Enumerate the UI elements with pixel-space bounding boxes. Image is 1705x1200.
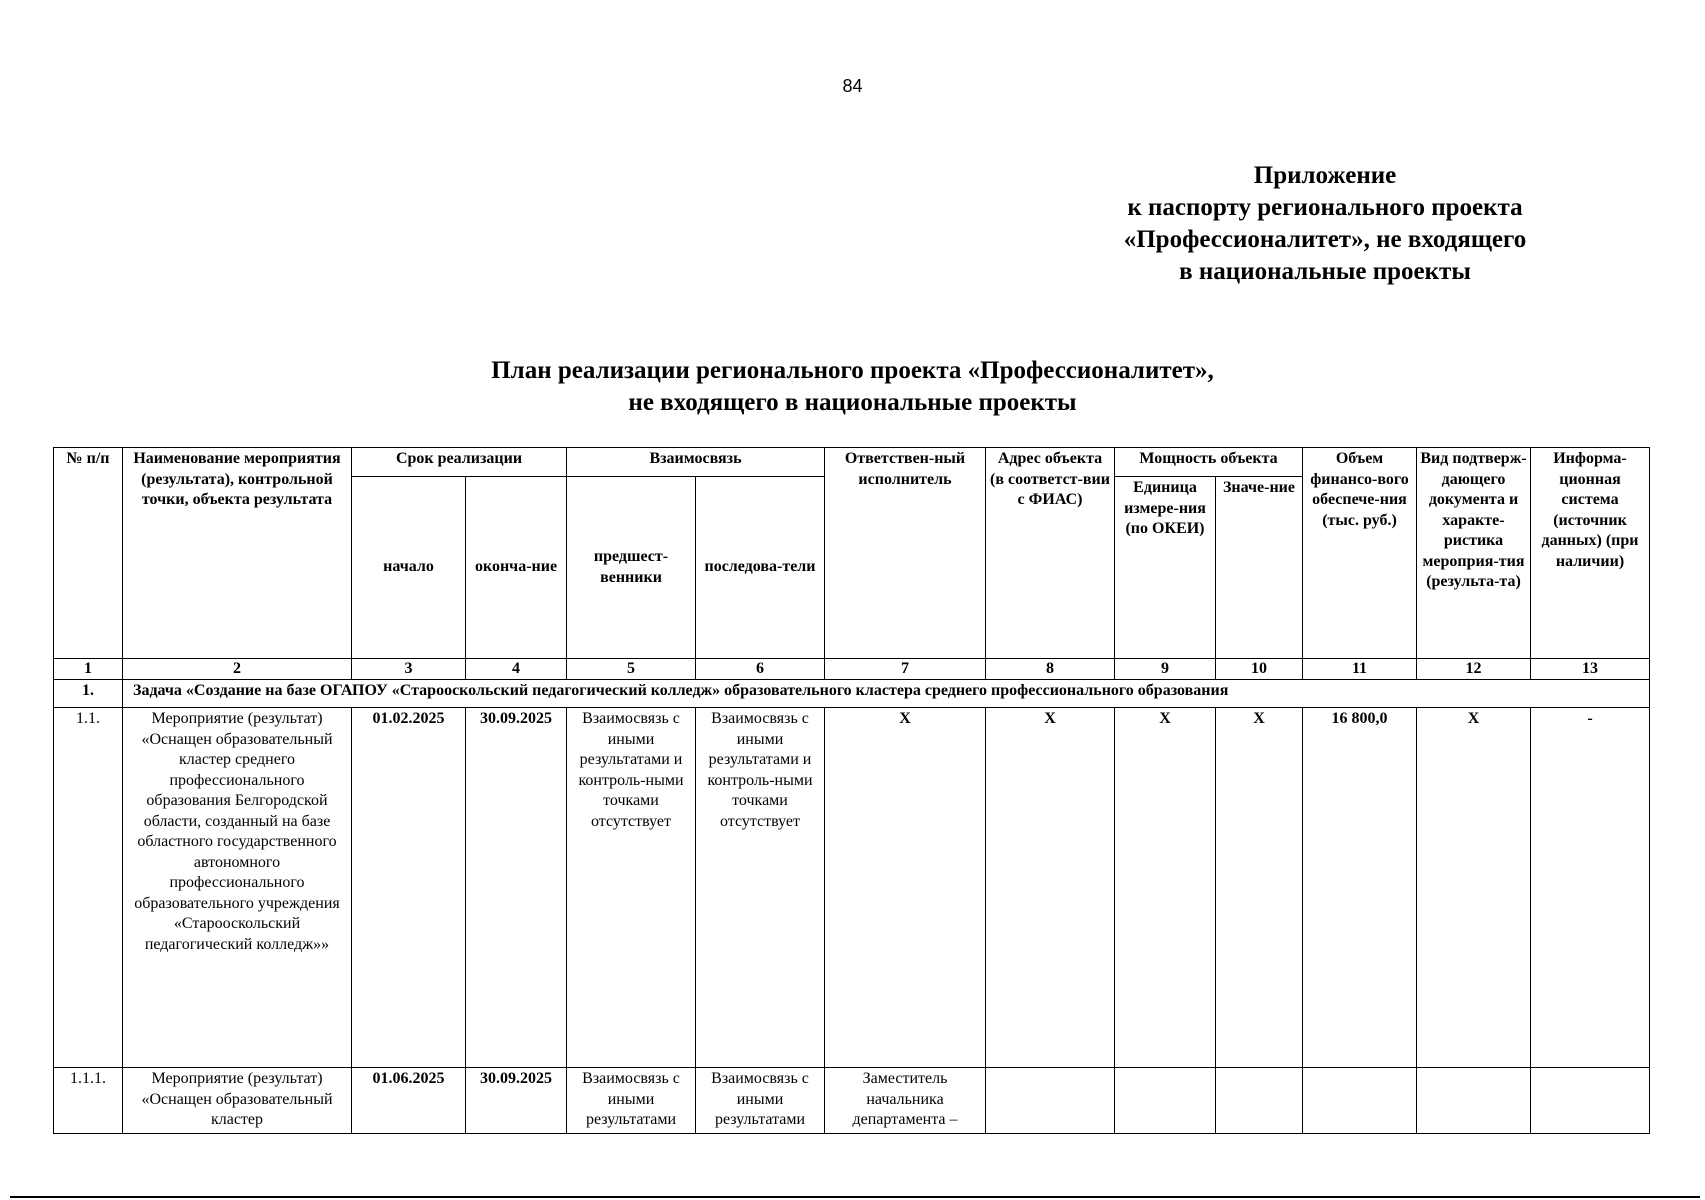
column-number: 4 — [466, 659, 567, 680]
column-number: 8 — [986, 659, 1115, 680]
page-bottom-border — [10, 1196, 1700, 1198]
column-number: 9 — [1115, 659, 1216, 680]
column-number: 11 — [1303, 659, 1417, 680]
header-address: Адрес объекта (в соответст-вии с ФИАС) — [986, 448, 1115, 659]
column-number-row — [54, 659, 1650, 680]
header-doc-type: Вид подтверж-дающего документа и характе-ристика мероприя-тия (результа-та) — [1417, 448, 1531, 659]
page-number: 84 — [842, 76, 863, 96]
appendix-heading — [1090, 160, 1560, 288]
header-capacity-group: Мощность объекта — [1115, 448, 1303, 477]
row-name: Мероприятие (результат) «Оснащен образовательный кластер среднего профессионального образования Белгородской области, созданный на базе областного государственного автономного профессионального образовательного учреждения «Старооскольский педагогический колледж»» — [123, 708, 352, 1068]
column-number: 13 — [1531, 659, 1650, 680]
table-row — [54, 708, 1650, 1068]
header-info-system: Информа-ционная система (источник данных) (при наличии) — [1531, 448, 1650, 659]
row-predecessors: Взаимосвязь с иными результатами — [567, 1068, 696, 1134]
row-address: X — [986, 708, 1115, 1068]
row-end-date: 30.09.2025 — [466, 1068, 567, 1134]
column-number: 6 — [696, 659, 825, 680]
row-info-system — [1531, 1068, 1650, 1134]
plan-title — [0, 355, 1705, 419]
row-finance — [1303, 1068, 1417, 1134]
header-link-group: Взаимосвязь — [567, 448, 825, 477]
plan-table — [53, 447, 1650, 1134]
header-term-start: начало — [352, 477, 466, 659]
row-successors: Взаимосвязь с иными результатами — [696, 1068, 825, 1134]
header-term-end: оконча-ние — [466, 477, 567, 659]
plan-title-line: План реализации регионального проекта «Профессионалитет», — [491, 357, 1214, 384]
column-number: 7 — [825, 659, 986, 680]
task-text: Задача «Создание на базе ОГАПОУ «Старооскольский педагогический колледж» образовательного кластера среднего профессионального образования — [123, 680, 1650, 708]
column-number: 12 — [1417, 659, 1531, 680]
appendix-line: Приложение — [1253, 162, 1397, 189]
row-predecessors: Взаимосвязь с иными результатами и контроль-ными точками отсутствует — [567, 708, 696, 1068]
row-name: Мероприятие (результат) «Оснащен образовательный кластер — [123, 1068, 352, 1134]
task-num: 1. — [54, 680, 123, 708]
row-end-date: 30.09.2025 — [466, 708, 567, 1068]
column-number: 10 — [1216, 659, 1303, 680]
row-successors: Взаимосвязь с иными результатами и контроль-ными точками отсутствует — [696, 708, 825, 1068]
header-term-group: Срок реализации — [352, 448, 567, 477]
row-responsible: X — [825, 708, 986, 1068]
row-start-date: 01.06.2025 — [352, 1068, 466, 1134]
row-responsible: Заместитель начальника департамента – — [825, 1068, 986, 1134]
header-finance: Объем финансо-вого обеспече-ния (тыс. руб.) — [1303, 448, 1417, 659]
row-num: 1.1. — [54, 708, 123, 1068]
column-number: 3 — [352, 659, 466, 680]
header-name: Наименование мероприятия (результата), контрольной точки, объекта результата — [123, 448, 352, 659]
task-row — [54, 680, 1650, 708]
plan-title-line: не входящего в национальные проекты — [628, 389, 1077, 416]
row-address — [986, 1068, 1115, 1134]
header-responsible: Ответствен-ный исполнитель — [825, 448, 986, 659]
row-doc-type — [1417, 1068, 1531, 1134]
appendix-line: «Профессионалитет», не входящего — [1123, 226, 1527, 253]
header-value: Значе-ние — [1216, 477, 1303, 659]
header-unit: Единица измере-ния (по ОКЕИ) — [1115, 477, 1216, 659]
row-info-system: - — [1531, 708, 1650, 1068]
row-value — [1216, 1068, 1303, 1134]
column-number: 2 — [123, 659, 352, 680]
row-num: 1.1.1. — [54, 1068, 123, 1134]
column-number: 1 — [54, 659, 123, 680]
appendix-line: к паспорту регионального проекта — [1127, 194, 1523, 221]
header-link-next: последова-тели — [696, 477, 825, 659]
row-unit: X — [1115, 708, 1216, 1068]
table-row — [54, 1068, 1650, 1134]
row-value: X — [1216, 708, 1303, 1068]
row-start-date: 01.02.2025 — [352, 708, 466, 1068]
row-unit — [1115, 1068, 1216, 1134]
header-row-1 — [54, 448, 1650, 477]
appendix-line: в национальные проекты — [1179, 258, 1471, 285]
row-doc-type: X — [1417, 708, 1531, 1068]
header-link-prev: предшест-венники — [567, 477, 696, 659]
column-number: 5 — [567, 659, 696, 680]
row-finance: 16 800,0 — [1303, 708, 1417, 1068]
header-num: № п/п — [54, 448, 123, 659]
